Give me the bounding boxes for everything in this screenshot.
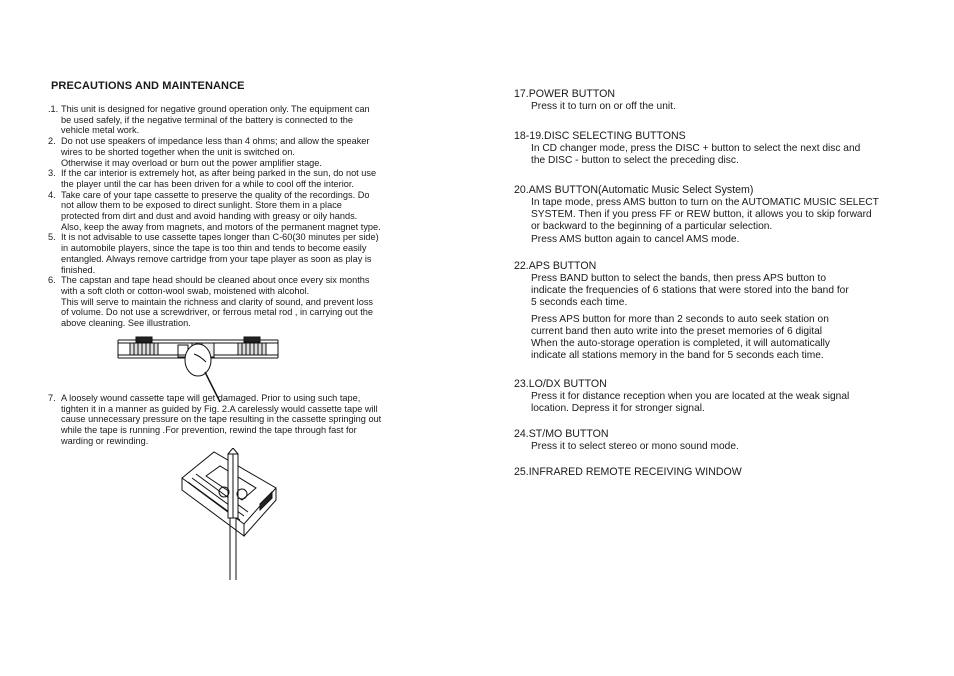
item-number: 7. <box>48 393 56 403</box>
section-aps-button <box>514 260 924 362</box>
item-line: tighten it in a manner as guided by Fig. 2.A carelessly would cassette tape will <box>61 403 378 414</box>
cassette-rewind-illustration <box>176 448 280 584</box>
section-line: Press it to turn on or off the unit. <box>531 101 676 112</box>
item-number: 5. <box>48 232 56 243</box>
item-line: If the car interior is extremely hot, as after being parked in the sun, do not use <box>61 168 377 179</box>
item-line: above cleaning. See illustration. <box>61 318 191 329</box>
section-line: In tape mode, press AMS button to turn on the AUTOMATIC MUSIC SELECT <box>531 197 879 208</box>
section-line: In CD changer mode, press the DISC + button to select the next disc and <box>531 143 861 154</box>
item-line: This will serve to maintain the richness and clarity of sound, and prevent loss <box>61 296 374 307</box>
section-line: Press AMS button again to cancel AMS mode. <box>531 233 740 245</box>
item-line: vehicle metal work. <box>61 125 140 136</box>
item-line: The capstan and tape head should be cleaned about once every six months <box>61 275 370 286</box>
item-line: while the tape is running .For prevention, rewind the tape through fast for <box>61 425 357 436</box>
section-line: indicate the frequencies of 6 stations that were stored into the band for <box>531 285 849 297</box>
section-lo-dx-button <box>514 378 924 415</box>
section-line: Press BAND button to select the bands, then press APS button to <box>531 273 827 284</box>
precaution-item-1 <box>48 104 448 136</box>
item-line: be used safely, if the negative terminal of the battery is connected to the <box>61 114 353 125</box>
section-line: the DISC - button to select the preceding disc. <box>531 155 739 167</box>
item-line: Take care of your tape cassette to preserve the quality of the recordings. Do <box>61 189 370 200</box>
precautions-column <box>48 80 448 329</box>
item-line: entangled. Always remove cartridge from your tape player as soon as play is <box>61 253 372 264</box>
section-line: When the auto-storage operation is completed, it will automatically <box>531 338 830 350</box>
precaution-item-7 <box>48 393 448 447</box>
item-line: protected from dirt and dust and avoid handing with greasy or oily hands. <box>61 211 358 222</box>
item-line: A loosely wound cassette tape will get damaged. Prior to using such tape, <box>61 393 361 403</box>
section-line: indicate all stations memory in the band for 5 seconds each time. <box>531 350 824 362</box>
item-line: finished. <box>61 264 96 275</box>
precaution-item-7-block <box>48 393 448 447</box>
item-line: not allow them to be exposed to direct sunlight. Store them in a place <box>61 200 342 211</box>
item-number: 3. <box>48 168 56 179</box>
item-line: warding or rewinding. <box>61 435 149 446</box>
section-st-mo-button <box>514 428 924 453</box>
section-title: 23.LO/DX BUTTON <box>514 378 607 390</box>
precaution-item-6 <box>48 275 448 329</box>
item-line: in automobile players, since the tape is too thin and tends to become easily <box>61 243 367 254</box>
section-title: 18-19.DISC SELECTING BUTTONS <box>514 130 686 142</box>
section-title: 25.INFRARED REMOTE RECEIVING WINDOW <box>514 466 742 478</box>
section-line: Press APS button for more than 2 seconds to auto seek station on <box>531 313 829 325</box>
item-line: Do not use speakers of impedance less than 4 ohms; and allow the speaker <box>61 136 370 147</box>
item-line: the player until the car has been driven for a while to cool off the interior. <box>61 178 354 189</box>
item-line: Otherwise it may overload or burn out the power amplifier stage. <box>61 157 322 168</box>
section-line: Press it for distance reception when you are located at the weak signal <box>531 391 850 402</box>
item-number: .1. <box>48 104 59 114</box>
section-line: or backward to the beginning of a particular selection. <box>531 221 773 233</box>
section-line: Press it to select stereo or mono sound mode. <box>531 441 739 452</box>
section-title: 22.APS BUTTON <box>514 260 597 272</box>
precaution-item-2 <box>48 136 448 168</box>
section-power-button <box>514 88 924 113</box>
item-line: cause unnecessary pressure on the tape resulting in the cassette springing out <box>61 414 382 425</box>
section-line: SYSTEM. Then if you press FF or REW button, it allows you to skip forward <box>531 209 872 221</box>
section-line: location. Depress it for stronger signal. <box>531 403 705 415</box>
precaution-item-5 <box>48 232 448 275</box>
precautions-heading: PRECAUTIONS AND MAINTENANCE <box>51 80 245 92</box>
item-line: This unit is designed for negative ground operation only. The equipment can <box>61 104 370 114</box>
precaution-item-4 <box>48 190 448 233</box>
item-line: Also, keep the away from magnets, and motors of the permanent magnet type. <box>61 221 381 232</box>
section-ams-button <box>514 184 924 246</box>
section-title: 24.ST/MO BUTTON <box>514 428 609 440</box>
section-infrared-window <box>514 466 924 479</box>
section-disc-selecting-buttons <box>514 130 924 167</box>
section-line: current band then auto write into the preset memories of 6 digital <box>531 325 823 337</box>
item-line: of volume. Do not use a screwdriver, or ferrous metal rod , in carrying out the <box>61 307 374 318</box>
section-line: 5 seconds each time. <box>531 297 628 309</box>
precaution-item-3 <box>48 168 448 189</box>
item-line: with a soft cloth or cotton-wool swab, moistened with alcohol. <box>61 285 310 296</box>
section-title: 17.POWER BUTTON <box>514 88 616 100</box>
section-title: 20.AMS BUTTON(Automatic Music Select System) <box>514 184 754 196</box>
item-line: wires to be shorted together when the unit is switched on. <box>61 146 295 157</box>
item-line: It is not advisable to use cassette tapes longer than C-60(30 minutes per side) <box>61 232 379 243</box>
item-number: 6. <box>48 275 56 286</box>
item-number: 4. <box>48 189 56 200</box>
item-number: 2. <box>48 136 56 147</box>
